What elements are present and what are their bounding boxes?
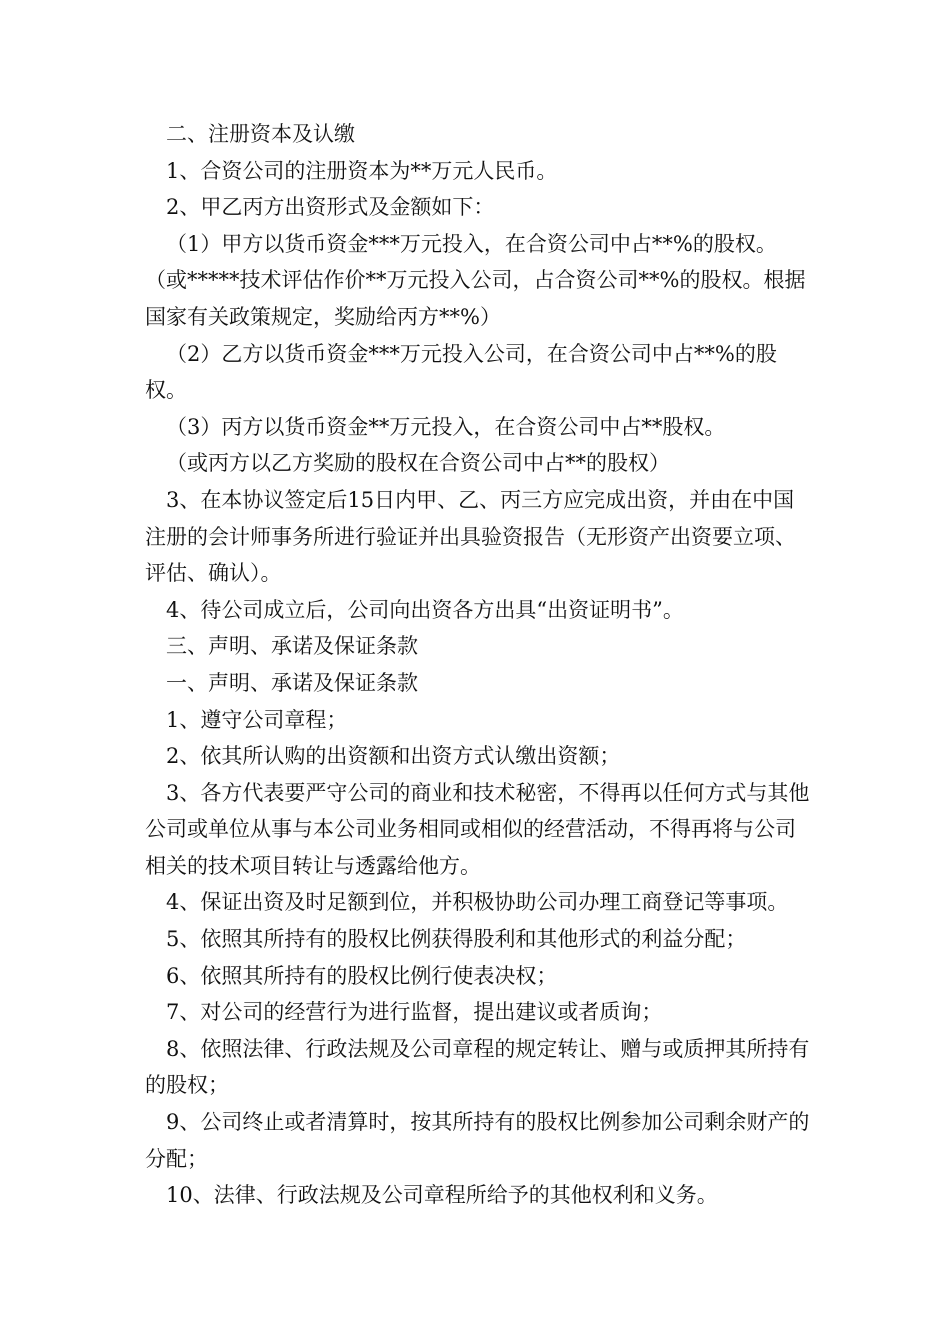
clause-contribution-deadline: 3、在本协议签定后15日内甲、乙、丙三方应完成出资，并由在中国注册的会计师事务所进行验证并出具验资报告（无形资产出资要立项、评估、确认）。 (145, 487, 796, 586)
clause-contribution-form: 2、甲乙丙方出资形式及金额如下： (166, 195, 495, 220)
list-item: 6、依照其所持有的股权比例行使表决权； (166, 963, 558, 988)
section-heading-registered-capital: 二、注册资本及认缴 (166, 122, 355, 146)
list-item: 1、遵守公司章程； (166, 707, 348, 732)
clause-party-a-contribution: （1）甲方以货币资金***万元投入，在合资公司中占**%的股权。 (166, 231, 777, 256)
list-item: 4、保证出资及时足额到位，并积极协助公司办理工商登记等事项。 (166, 890, 789, 915)
list-item: 3、各方代表要严守公司的商业和技术秘密，不得再以任何方式与其他公司或单位从事与本公司业务相同或相似的经营活动，不得再将与公司相关的技术项目转让与透露给他方。 (145, 780, 810, 878)
list-item: 2、依其所认购的出资额和出资方式认缴出资额； (166, 744, 621, 769)
list-item: 10、法律、行政法规及公司章程所给予的其他权利和义务。 (166, 1183, 718, 1208)
subsection-heading-representations: 一、声明、承诺及保证条款 (166, 670, 418, 695)
list-item: 7、对公司的经营行为进行监督，提出建议或者质询； (166, 1000, 663, 1025)
clause-registered-capital: 1、合资公司的注册资本为**万元人民币。 (166, 158, 558, 183)
clause-party-c-alternative: （或丙方以乙方奖励的股权在合资公司中占**的股权） (166, 451, 670, 476)
section-heading-representations: 三、声明、承诺及保证条款 (166, 634, 418, 659)
list-item: 8、依照法律、行政法规及公司章程的规定转让、赠与或质押其所持有的股权； (145, 1036, 810, 1098)
clause-party-a-alternative: （或*****技术评估作价**万元投入公司，占合资公司**%的股权。根据国家有关政策规定，奖励给丙方**%） (145, 268, 806, 329)
list-item: 9、公司终止或者清算时，按其所持有的股权比例参加公司剩余财产的分配； (145, 1110, 810, 1171)
clause-party-b-contribution: （2）乙方以货币资金***万元投入公司，在合资公司中占**%的股权。 (145, 341, 777, 403)
document-body (145, 116, 815, 1214)
clause-party-c-contribution: （3）丙方以货币资金**万元投入，在合资公司中占**股权。 (166, 414, 726, 439)
list-item: 5、依照其所持有的股权比例获得股利和其他形式的利益分配； (166, 927, 747, 952)
clause-contribution-certificate: 4、待公司成立后，公司向出资各方出具“出资证明书”。 (166, 597, 684, 622)
